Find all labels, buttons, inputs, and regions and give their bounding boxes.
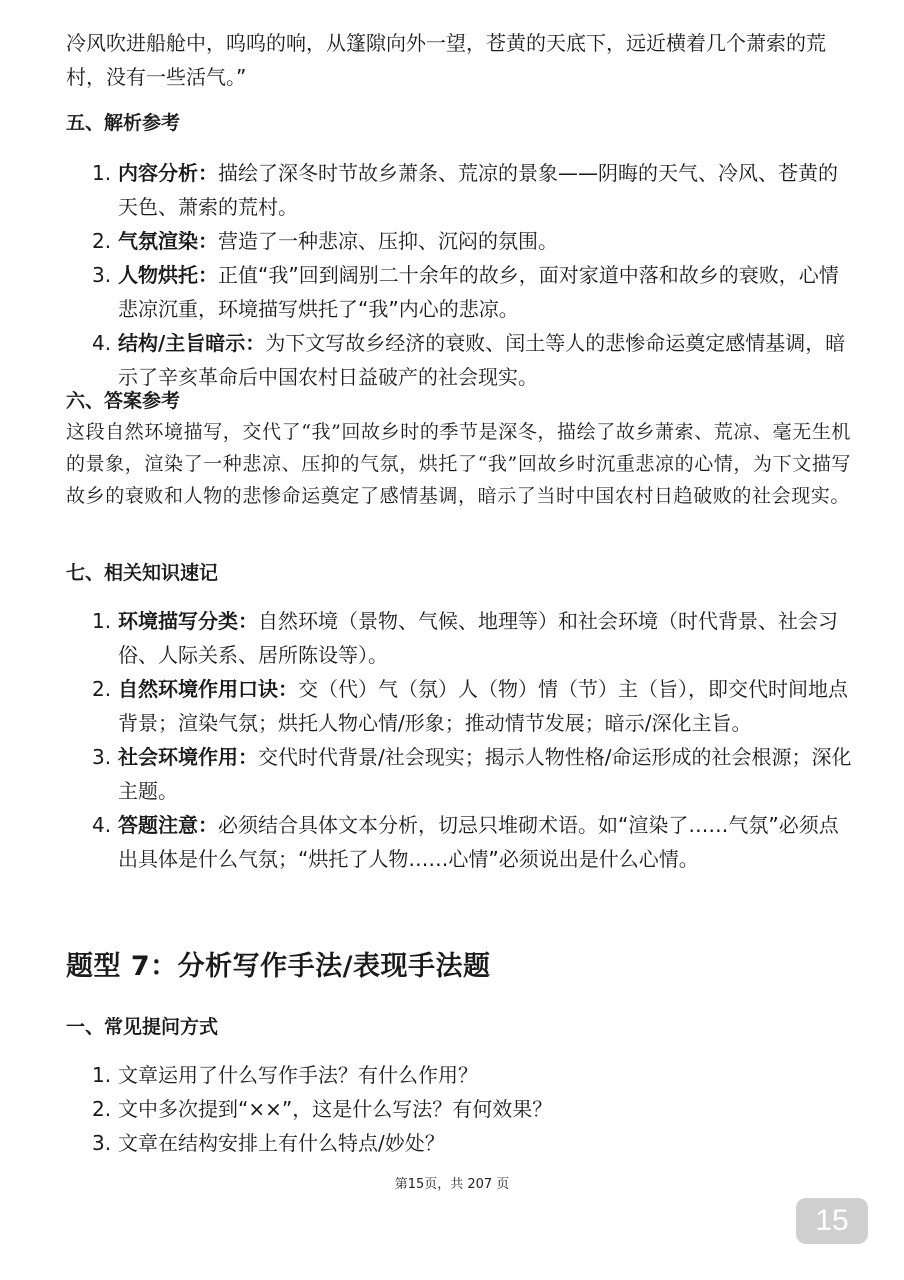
- list-item: 2. 气氛渲染：营造了一种悲凉、压抑、沉闷的氛围。: [92, 229, 558, 253]
- section-7: [66, 558, 856, 588]
- section-5: [66, 108, 856, 138]
- type-7-title: 题型 7：分析写作手法/表现手法题: [66, 951, 491, 982]
- list-item: 1. 文章运用了什么写作手法？有什么作用？: [92, 1063, 478, 1087]
- answer-text: 这段自然环境描写，交代了“我”回故乡时的季节是深冬，描绘了故乡萧索、荒凉、毫无生机的景象，渲染了一种悲凉、压抑的气氛，烘托了“我”回故乡时沉重悲凉的心情，为下文描写故乡的衰败和人物的悲惨命运奠定了感情基调，暗示了当时中国农村日趋破败的社会现实。: [66, 421, 852, 507]
- section-1-list: [66, 1058, 856, 1160]
- list-item: 1. 内容分析：描绘了深冬时节故乡萧条、荒凉的景象——阴晦的天气、冷风、苍黄的天色、萧索的荒村。: [92, 161, 838, 219]
- page-number-badge: 15: [796, 1198, 868, 1244]
- section-1: [66, 1012, 856, 1042]
- section-5-title: 五、解析参考: [66, 112, 181, 134]
- list-item: 3. 社会环境作用：交代时代背景/社会现实；揭示人物性格/命运形成的社会根源；深化主题。: [92, 745, 852, 803]
- section-6: [66, 386, 856, 512]
- intro-paragraph: [66, 26, 856, 94]
- list-item: 1. 环境描写分类：自然环境（景物、气候、地理等）和社会环境（时代背景、社会习俗、人际关系、居所陈设等）。: [92, 609, 838, 667]
- section-7-list-wrap: [66, 604, 856, 876]
- section-5-list: [66, 156, 856, 394]
- section-1-list-wrap: [66, 1058, 856, 1160]
- list-item: 4. 结构/主旨暗示：为下文写故乡经济的衰败、闰土等人的悲惨命运奠定感情基调，暗示了辛亥革命后中国农村日益破产的社会现实。: [92, 331, 846, 389]
- list-item: 3. 文章在结构安排上有什么特点/妙处？: [92, 1131, 445, 1155]
- section-7-title: 七、相关知识速记: [66, 562, 219, 584]
- list-item: 3. 人物烘托：正值“我”回到阔别二十余年的故乡，面对家道中落和故乡的衰败，心情悲凉沉重，环境描写烘托了“我”内心的悲凉。: [92, 263, 839, 321]
- page-footer: 第15页，共 207 页: [394, 1177, 510, 1192]
- type-7-heading: [66, 947, 856, 987]
- list-item: 2. 文中多次提到“××”，这是什么写法？有何效果？: [92, 1097, 553, 1121]
- section-5-list-wrap: [66, 156, 856, 394]
- intro-text: 冷风吹进船舱中，呜呜的响，从篷隙向外一望，苍黄的天底下，远近横着几个萧索的荒村，没有一些活气。”: [66, 31, 826, 89]
- section-7-list: [66, 604, 856, 876]
- list-item: 4. 答题注意：必须结合具体文本分析，切忌只堆砌术语。如“渲染了……气氛”必须点出具体是什么气氛；“烘托了人物……心情”必须说出是什么心情。: [92, 813, 839, 871]
- list-item: 2. 自然环境作用口诀：交（代）气（氛）人（物）情（节）主（旨），即交代时间地点背景；渲染气氛；烘托人物心情/形象；推动情节发展；暗示/深化主旨。: [92, 677, 848, 735]
- section-1-title: 一、常见提问方式: [66, 1016, 219, 1038]
- section-6-title: 六、答案参考: [66, 390, 181, 412]
